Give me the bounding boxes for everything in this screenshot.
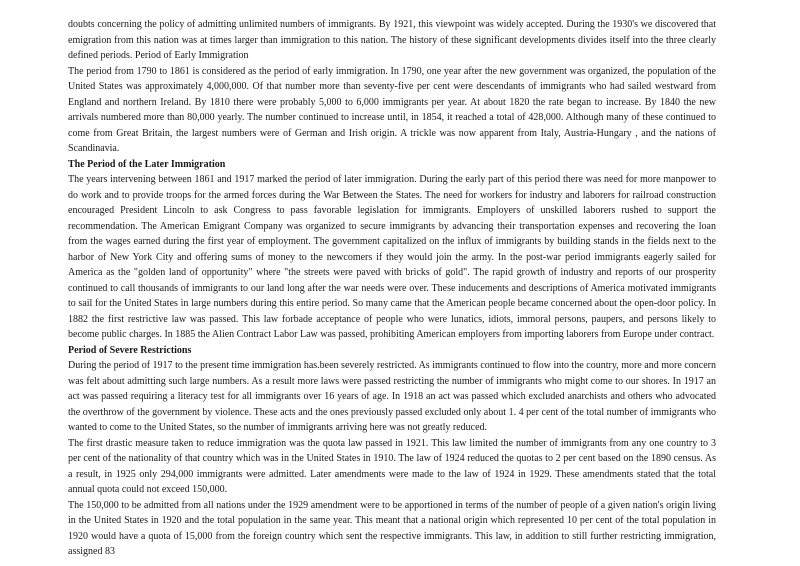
paragraph-severe-restrictions: During the period of 1917 to the present time immigration has.been severely restricted. As immigrants continued to flow into the country, more and more concern was felt about admitting such large numbers. As a result more laws were passed restricting the number of immigrants who might come to our shores. In 1917 an act was passed requiring a literacy test for all immigrants over 16 years of age. In 1918 an act was passed which excluded anarchists and others who advocated the overthrow of the government by violence. These acts and the ones previously passed excluded only about 1. 4 per cent of the total number of immigrants who wanted to come to the United States, so the number of immigrants arriving here was not greatly reduced. [68, 360, 716, 433]
paragraph-early-immigration: The period from 1790 to 1861 is considered as the period of early immigration. In 1790, one year after the new government was organized, the population of the United States was approximately 4,000,000. Of that number more than seventy-five per cent were descendants of immigrants who had sailed westward from England and northern Ireland. By 1810 there were probably 5,000 to 6,000 immigrants per year. At about 1820 the rate began to increase. By 1840 the new arrivals numbered more than 80,000 yearly. The number continued to increase until, in 1854, it reached a total of 428,000. Although many of these continued to come from Great Britain, the largest numbers were of German and Irish origin. A trickle was now apparent from Italy, Austria-Hungary , and the nations of Scandinavia. [68, 65, 716, 154]
document-page [68, 17, 716, 560]
paragraph-1929-amendment: The 150,000 to be admitted from all nations under the 1929 amendment were to be apportioned in terms of the number of people of a given nation's origin living in the United States in 1920 and the total population in the same year. This meant that a national origin which represented 10 per cent of the total population in 1920 would have a quota of 15,000 from the foreign country which sent the respective immigrants. This law, in addition to still further restricting immigration, assigned 83 [68, 499, 716, 557]
paragraph-later-immigration: The years intervening between 1861 and 1917 marked the period of later immigration. During the early part of this period there was need for more manpower to do work and to provide troops for the armed forces during the War Between the States. The need for workers for industry and laborers for railroad construction encouraged President Lincoln to ask Congress to pass favorable legislation for immigrants. Employers of unskilled laborers rushed to support the recommendation. The American Emigrant Company was organized to secure immigrants by advancing their transportation expenses and recovering the loan from the wages earned during the first year of employment. The government capitalized on the influx of immigrants by building stands in the fields next to the harbor of New York City and offering sums of money to the newcomers if they would join the army. In the post-war period immigrants eagerly sailed for America as the "golden land of opportunity" where "the streets were paved with bricks of gold". The rapid growth of industry and reports of our prosperity continued to call thousands of immigrants to our land long after the war needs were over. These inducements and descriptions of America motivated immigrants to sail for the United States in large numbers during this entire period. So many came that the American people became concerned about the open-door policy. In 1882 the first restrictive law was passed. This law forbade acceptance of people who were lunatics, idiots, immoral persons, paupers, and persons likely to become public charges. In 1885 the Alien Contract Labor Law was passed, prohibiting American employers from importing laborers from Europe under contract. [68, 174, 716, 340]
paragraph-intro: doubts concerning the policy of admitting unlimited numbers of immigrants. By 1921, this viewpoint was widely accepted. During the 1930's we discovered that emigration from this nation was at times larger than immigration to this nation. The history of these significant developments divides itself into the three clearly defined periods. Period of Early Immigration [68, 19, 716, 61]
paragraph-quota-law: The first drastic measure taken to reduce immigration was the quota law passed in 1921. This law limited the number of immigrants from any one country to 3 per cent of the nationality of that country which was in the United States in 1910. The law of 1924 reduced the quotas to 2 per cent based on the 1890 census. As a result, in 1925 only 294,000 immigrants were admitted. Later amendments were made to the law of 1924 in 1929. These amendments stated that the total annual quota could not exceed 150,000. [68, 437, 716, 495]
heading-severe-restrictions: Period of Severe Restrictions [68, 344, 192, 356]
heading-later-immigration: The Period of the Later Immigration [68, 158, 226, 170]
